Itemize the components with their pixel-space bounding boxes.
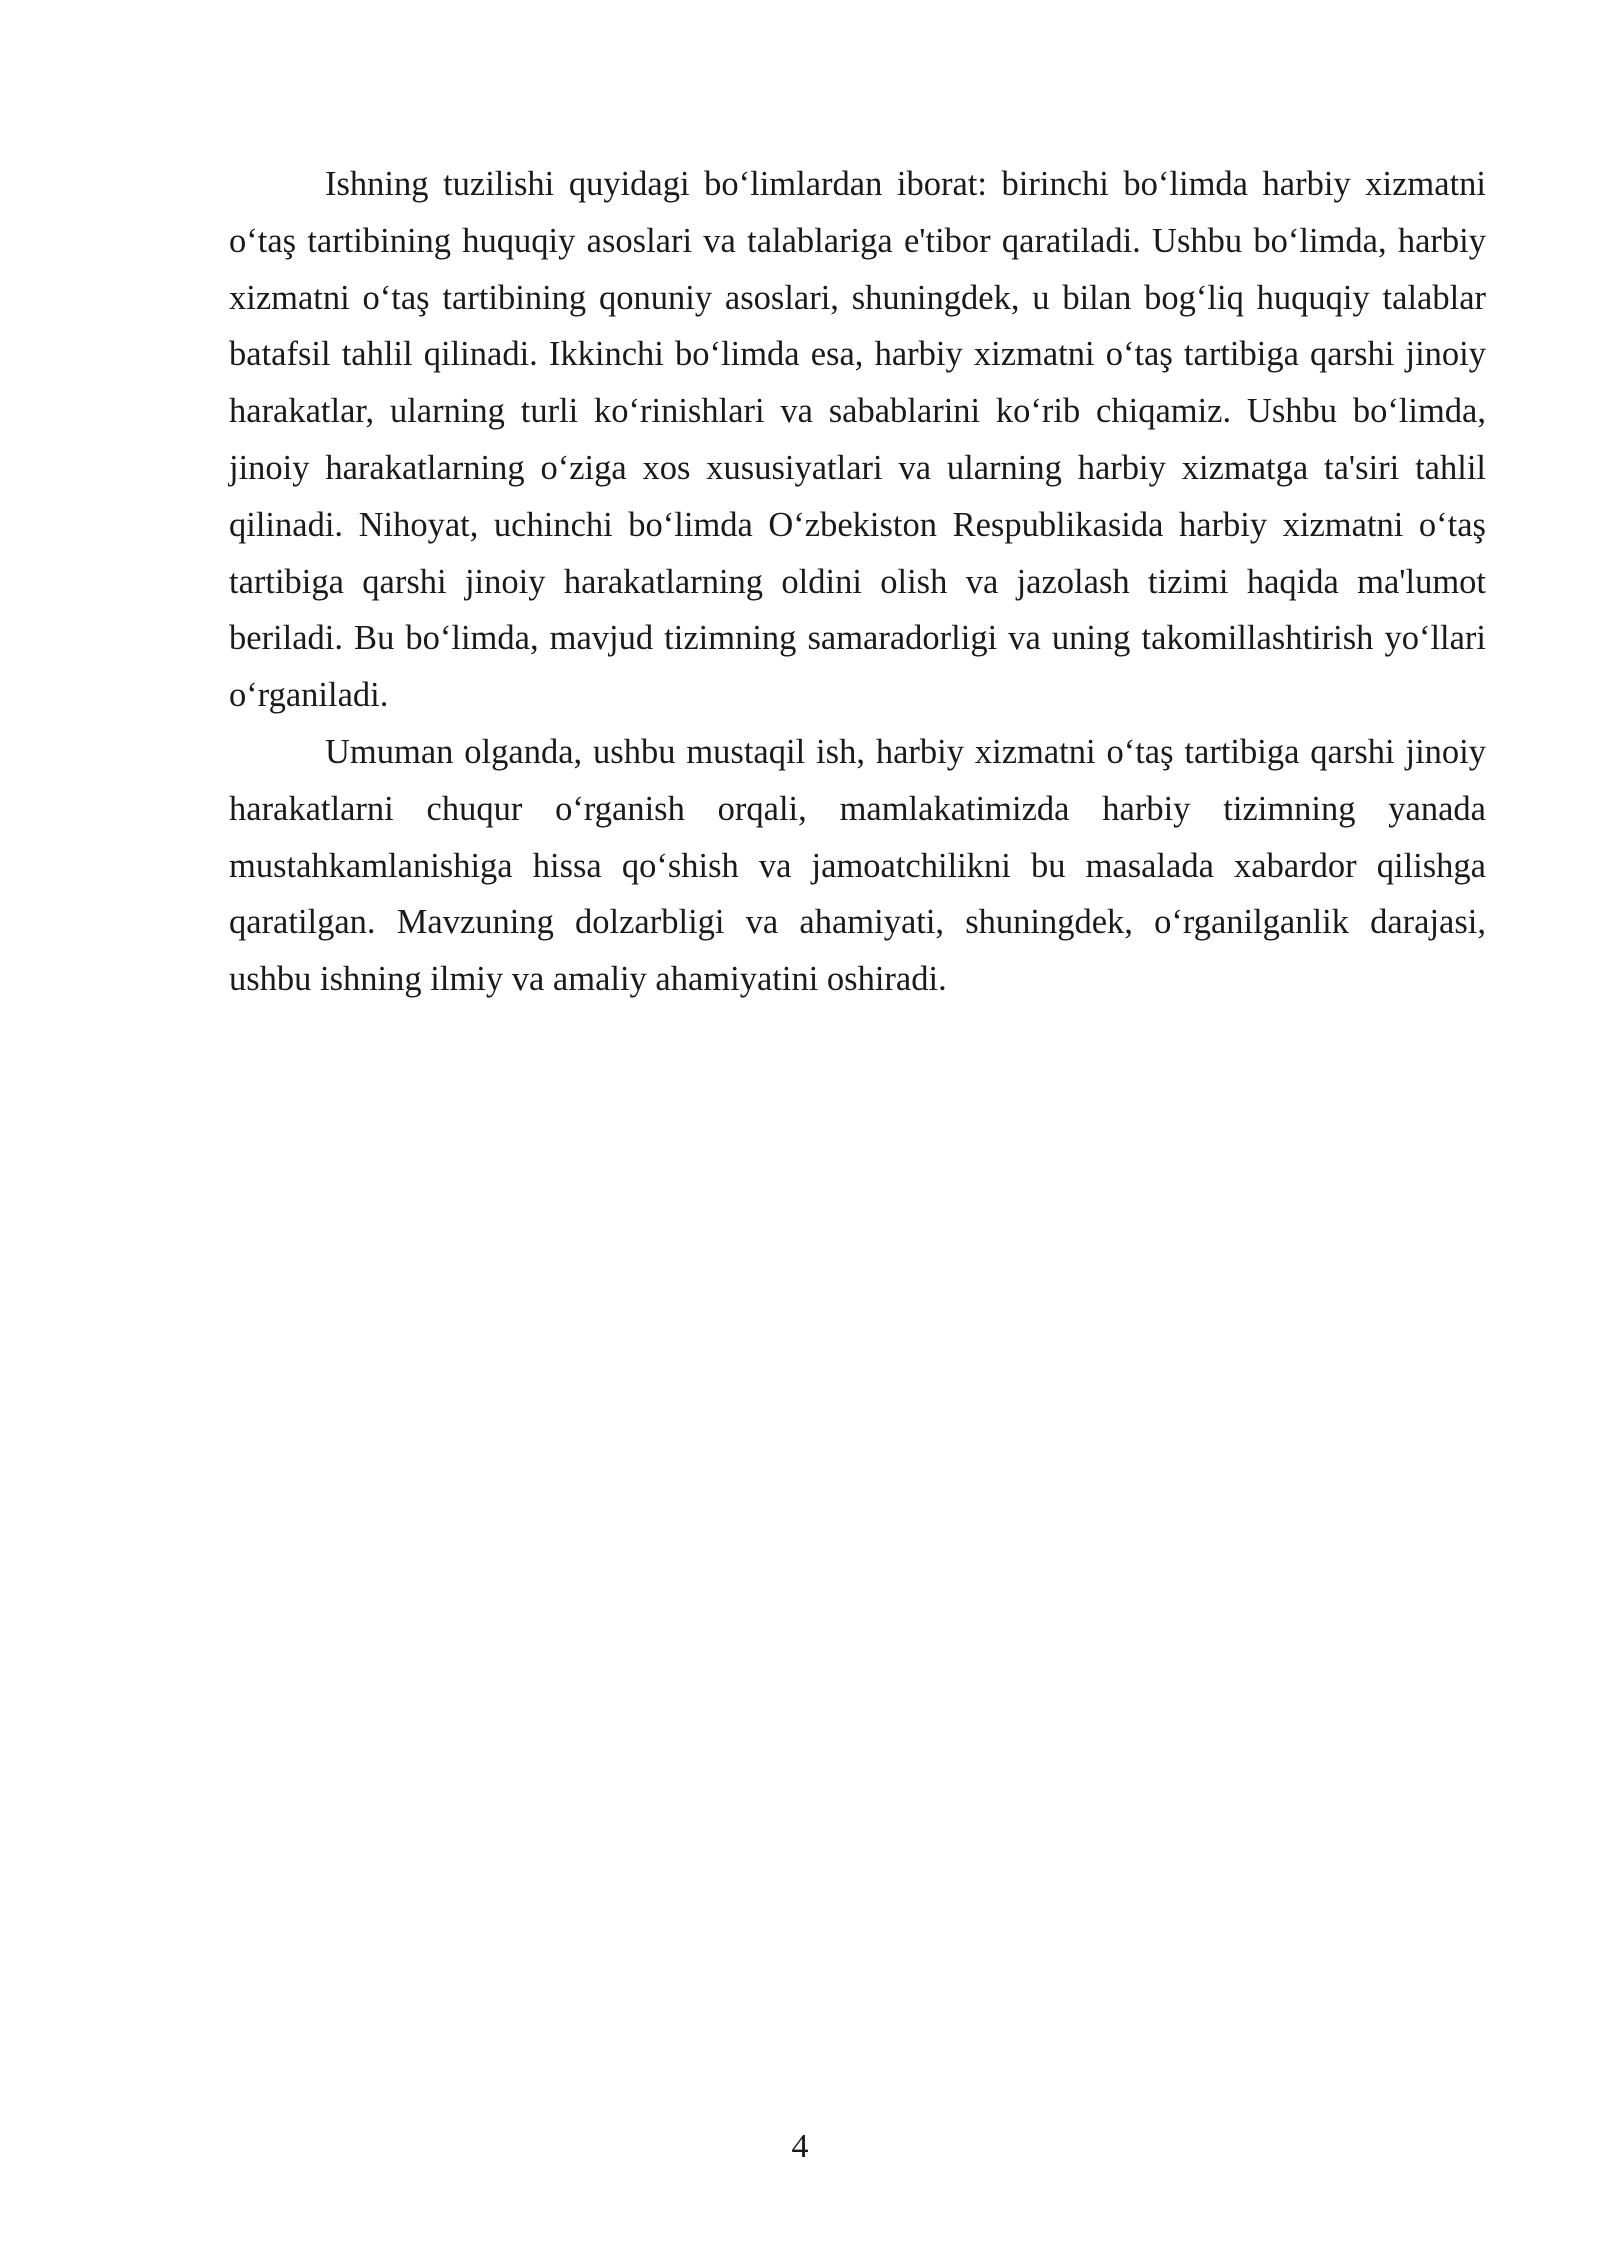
body-text — [229, 156, 1486, 1008]
paragraph-structure: Ishning tuzilishi quyidagi bo‘limlardan iborat: birinchi bo‘limda harbiy xizmatni o‘taş tartibining huquqiy asoslari va talablariga e'tibor qaratiladi. Ushbu bo‘limda, harbiy xizmatni o‘taş tartibining qonuniy asoslari, shuningdek, u bilan bog‘liq huquqiy talablar batafsil tahlil qilinadi. Ikkinchi bo‘limda esa, harbiy xizmatni o‘taş tartibiga qarshi jinoiy harakatlar, ularning turli ko‘rinishlari va sabablarini ko‘rib chiqamiz. Ushbu bo‘limda, jinoiy harakatlarning o‘ziga xos xususiyatlari va ularning harbiy xizmatga ta'siri tahlil qilinadi. Nihoyat, uchinchi bo‘limda O‘zbekiston Respublikasida harbiy xizmatni o‘taş tartibiga qarshi jinoiy harakatlarning oldini olish va jazolash tizimi haqida ma'lumot beriladi. Bu bo‘limda, mavjud tizimning samaradorligi va uning takomillashtirish yo‘llari o‘rganiladi. — [229, 165, 1486, 715]
page-number: 4 — [791, 2128, 809, 2165]
paragraph-conclusion: Umuman olganda, ushbu mustaqil ish, harbiy xizmatni o‘taş tartibiga qarshi jinoiy harakatlarni chuqur o‘rganish orqali, mamlakatimizda harbiy tizimning yanada mustahkamlanishiga hissa qo‘shish va jamoatchilikni bu masalada xabardor qilishga qaratilgan. Mavzuning dolzarbligi va ahamiyati, shuningdek, o‘rganilganlik darajasi, ushbu ishning ilmiy va amaliy ahamiyatini oshiradi. — [229, 732, 1486, 999]
